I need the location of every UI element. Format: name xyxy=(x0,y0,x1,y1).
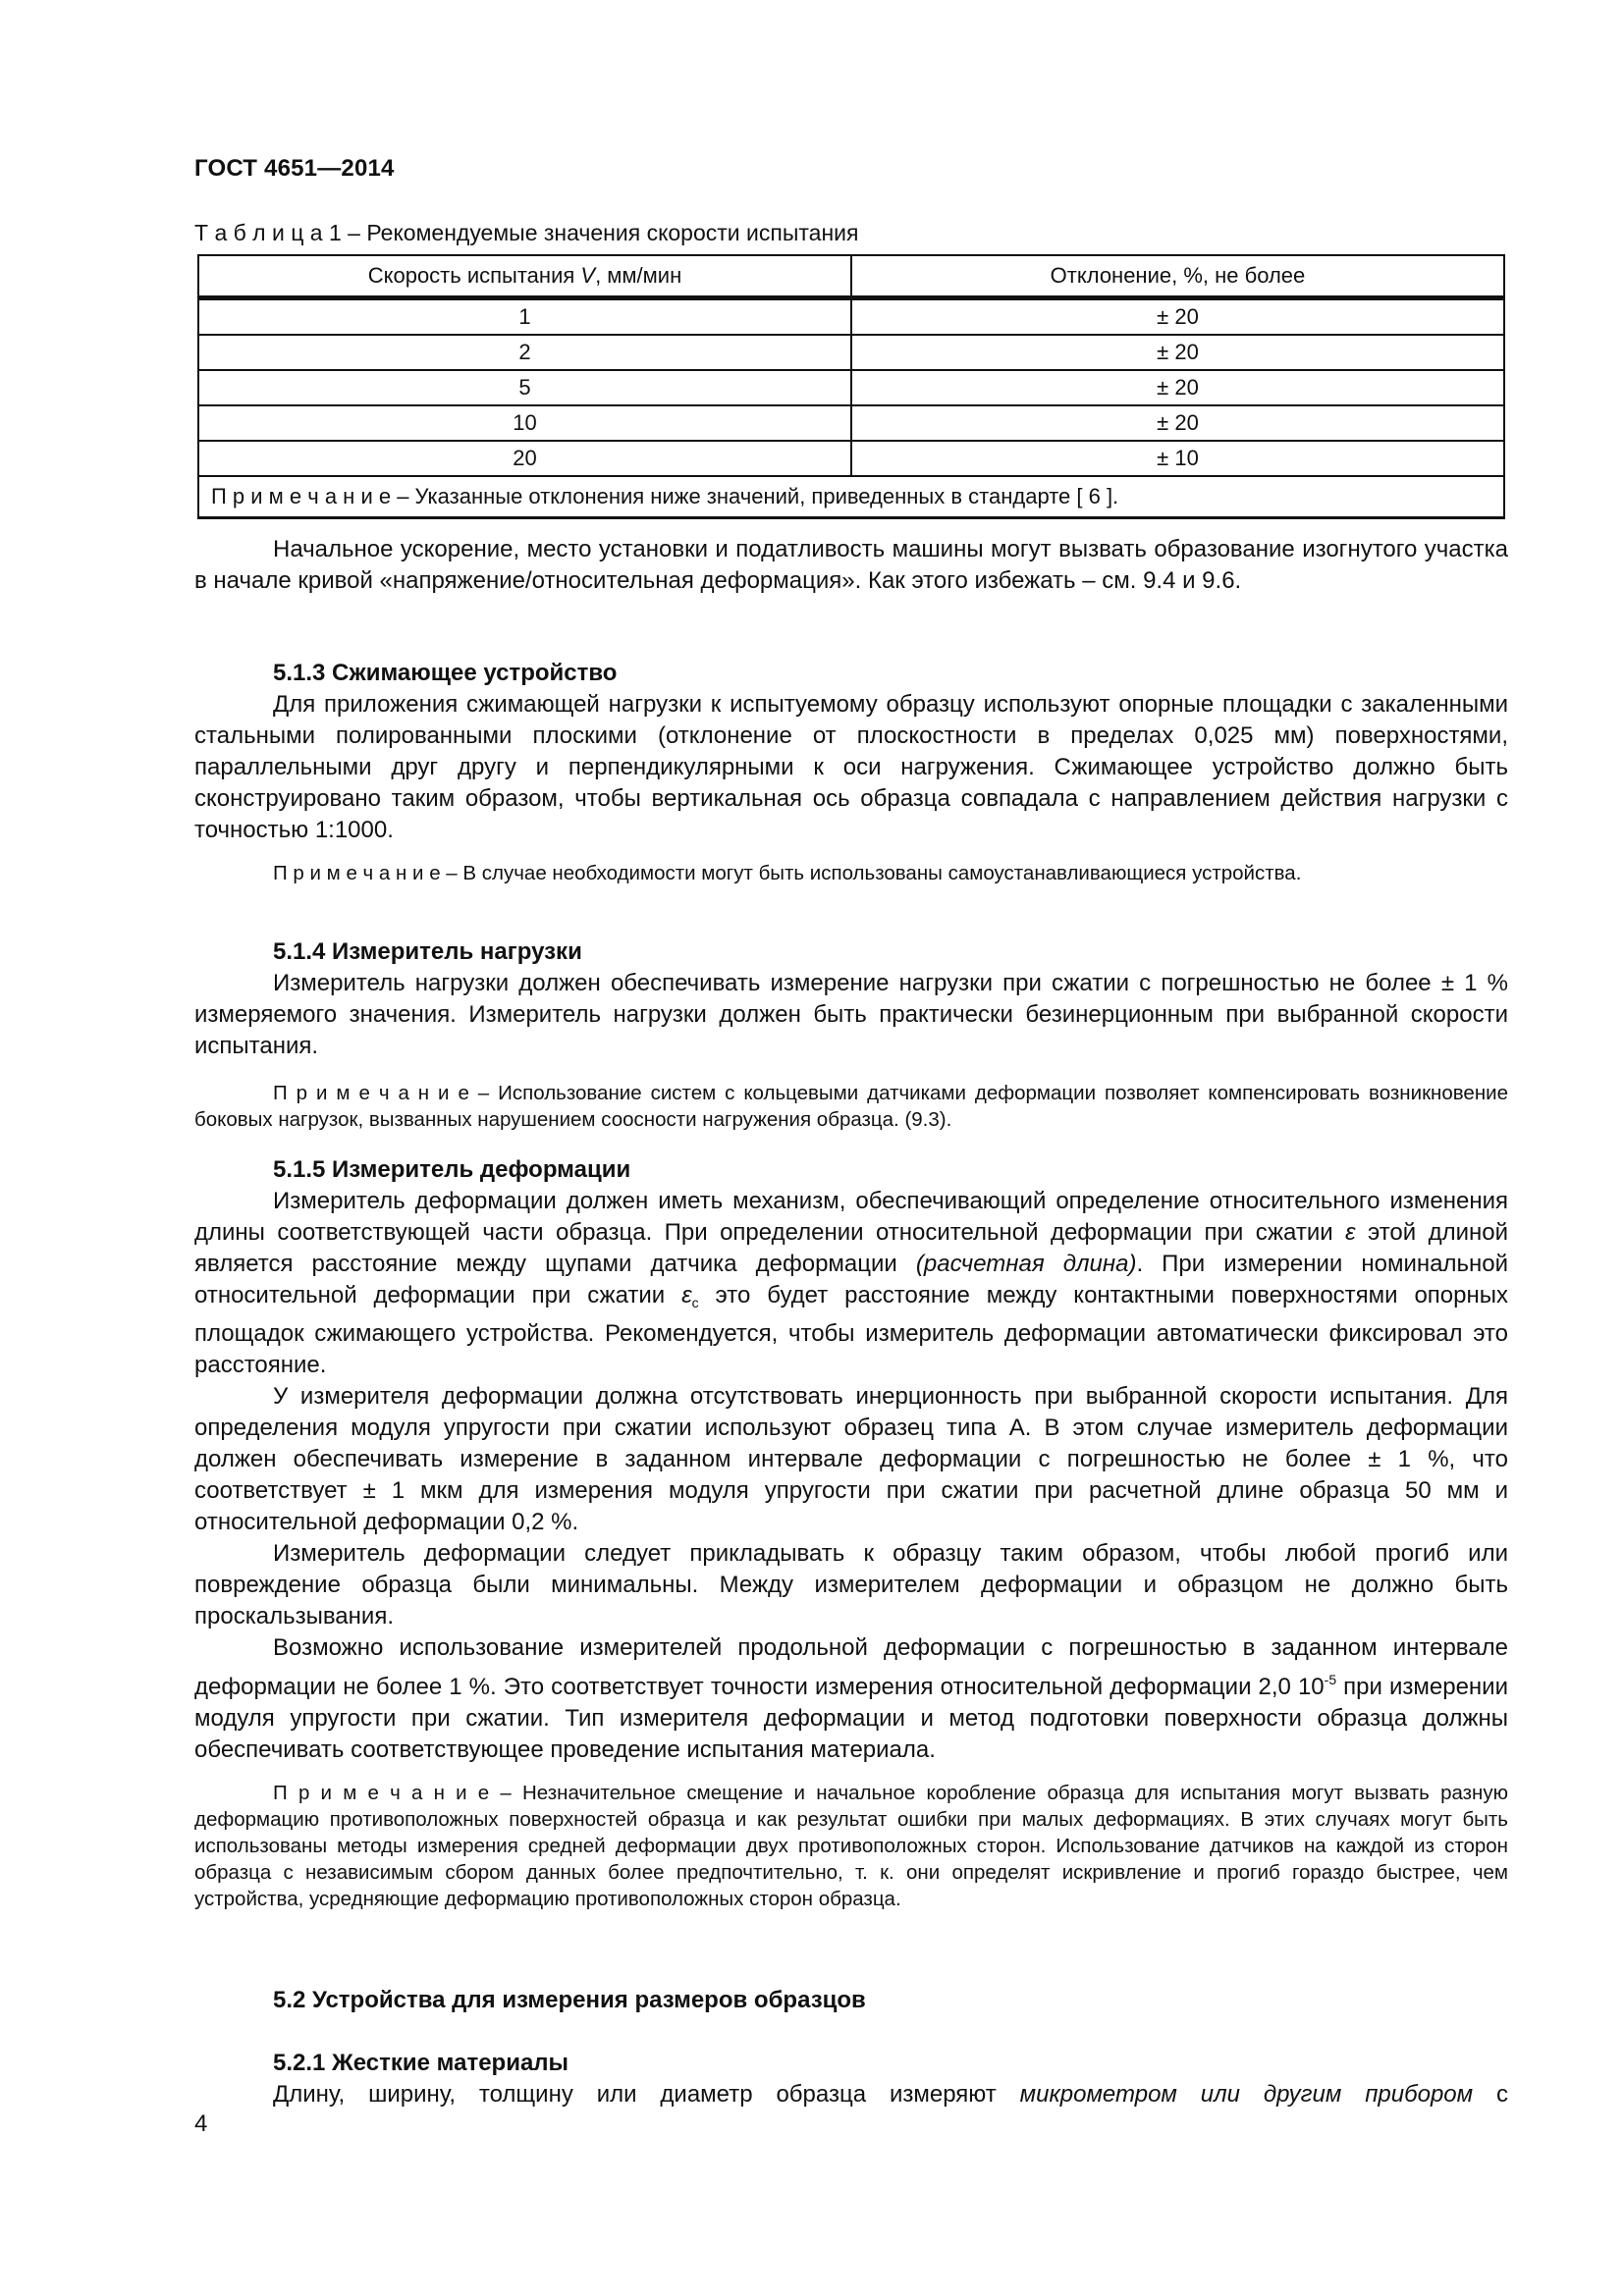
section-note: П р и м е ч а н и е – В случае необходимости могут быть использованы самоустанавливающиеся устройства. xyxy=(273,862,1302,884)
table-row xyxy=(198,441,1504,476)
speed-table xyxy=(197,254,1505,519)
speed-cell: 20 xyxy=(198,441,851,476)
speed-cell: 1 xyxy=(198,298,851,336)
intro-block xyxy=(194,534,1508,597)
deviation-cell: ± 10 xyxy=(851,441,1504,476)
section-heading: 5.1.4 Измеритель нагрузки xyxy=(273,938,582,965)
section-paragraph: У измерителя деформации должна отсутствовать инерционность при выбранной скорости испытания. Для определения модуля упругости при сжатии используют образец типа А. В этом случае измеритель деформации должен обеспечивать измерение в заданном интервале деформации с погрешностью не более ± 1 %, что соответствует ± 1 мкм для измерения модуля упругости при сжатии при расчетной длине образца 50 мм и относительной деформации 0,2 %. xyxy=(194,1383,1508,1535)
standard-title: ГОСТ 4651—2014 xyxy=(194,155,395,182)
table-row xyxy=(198,370,1504,405)
section-5-1-4 xyxy=(194,936,1508,1133)
speed-cell: 5 xyxy=(198,370,851,405)
table-caption-label: Т а б л и ц а 1 xyxy=(194,220,342,245)
table-row xyxy=(198,298,1504,336)
table-note-row xyxy=(198,476,1504,518)
section-paragraph: Для приложения сжимающей нагрузки к испытуемому образцу используют опорные площадки с закаленными стальными полированными плоскими (отклонение от плоскостности в пределах 0,025 мм) поверхностями, параллельными друг другу и перпендикулярными к оси нагружения. Сжимающее устройство должно быть сконструировано таким образом, чтобы вертикальная ось образца совпадала с направлением действия нагрузки с точностью 1:1000. xyxy=(194,691,1508,843)
section-heading: 5.1.5 Измеритель деформации xyxy=(273,1156,631,1183)
section-heading: 5.2.1 Жесткие материалы xyxy=(273,2050,569,2076)
section-paragraph: Измеритель деформации должен иметь механизм, обеспечивающий определение относительного изменения длины соответствующей части образца. При определении относительной деформации при сжатии ε этой длиной является расстояние между щупами датчика деформации (расчетная длина). При измерении номинальной относительной деформации при сжатии $\varepsilon_c$ это будет расстояние между контактными поверхностями опорных площадок сжимающего устройства. Рекомендуется, чтобы измеритель деформации автоматически фиксировал это расстояние. xyxy=(194,1188,1509,1378)
page-number: 4 xyxy=(194,2110,208,2137)
deviation-cell: ± 20 xyxy=(851,370,1504,405)
speed-cell: 2 xyxy=(198,335,851,370)
deviation-cell: ± 20 xyxy=(851,405,1504,441)
table-row xyxy=(198,405,1504,441)
section-paragraph: Длину, ширину, толщину или диаметр образца измеряют микрометром или другим прибором с xyxy=(273,2081,1508,2108)
epsilon-symbol: ε xyxy=(1345,1219,1356,1246)
table-note: П р и м е ч а н и е – Указанные отклонения ниже значений, приведенных в стандарте [ 6 ]. xyxy=(198,476,1504,518)
section-heading: 5.1.3 Сжимающее устройство xyxy=(273,660,618,686)
section-paragraph: Измеритель деформации следует прикладывать к образцу таким образом, чтобы любой прогиб или повреждение образца были минимальны. Между измерителем деформации и образцом не должно быть проскальзывания. xyxy=(194,1540,1508,1629)
col-deviation-header: Отклонение, %, не более xyxy=(851,255,1504,298)
table-caption xyxy=(194,220,858,246)
section-5-1-5 xyxy=(194,1154,1508,1912)
table-row xyxy=(198,335,1504,370)
deviation-cell: ± 20 xyxy=(851,298,1504,336)
section-5-2 xyxy=(194,1985,1508,2016)
table-caption-text: – Рекомендуемые значения скорости испытания xyxy=(341,220,859,245)
section-note: П р и м е ч а н и е – Незначительное смещение и начальное коробление образца для испытания могут вызвать разную деформацию противоположных поверхностей образца и как результат ошибки при малых деформациях. В этих случаях могут быть использованы методы измерения средней деформации двух противоположных сторон. Использование датчиков на каждой из сторон образца с независимым сбором данных более предпочтительно, т. к. они определят искривление и прогиб гораздо быстрее, чем устройства, усредняющие деформацию противоположных сторон образца. xyxy=(194,1782,1508,1910)
intro-paragraph: Начальное ускорение, место установки и податливость машины могут вызвать образование изогнутого участка в начале кривой «напряжение/относительная деформация». Как этого избежать – см. 9.4 и 9.6. xyxy=(194,536,1508,594)
section-5-2-1 xyxy=(194,2048,1508,2110)
section-5-1-3 xyxy=(194,658,1508,886)
speed-cell: 10 xyxy=(198,405,851,441)
table-header-row xyxy=(198,255,1504,298)
section-note: П р и м е ч а н и е – Использование систем с кольцевыми датчиками деформации позволяет компенсировать возникновение боковых нагрузок, вызванных нарушением соосности нагружения образца. (9.3). xyxy=(194,1082,1508,1131)
section-paragraph: Возможно использование измерителей продольной деформации с погрешностью в заданном интервале деформации не более 1 %. Это соответствует точности измерения относительной деформации 2,0 $10^{-5}$ при измерении модуля упругости при сжатии. Тип измерителя деформации и метод подготовки поверхности образца должны обеспечивать соответствующее проведение испытания материала. xyxy=(194,1634,1508,1763)
deviation-cell: ± 20 xyxy=(851,335,1504,370)
section-heading: 5.2 Устройства для измерения размеров образцов xyxy=(273,1987,866,2013)
section-paragraph: Измеритель нагрузки должен обеспечивать измерение нагрузки при сжатии с погрешностью не более ± 1 % измеряемого значения. Измеритель нагрузки должен быть практически безинерционным при выбранной скорости испытания. xyxy=(194,970,1508,1059)
col-speed-header: Скорость испытания V, мм/мин xyxy=(198,255,851,298)
epsilon-c-symbol: ε xyxy=(681,1282,692,1308)
